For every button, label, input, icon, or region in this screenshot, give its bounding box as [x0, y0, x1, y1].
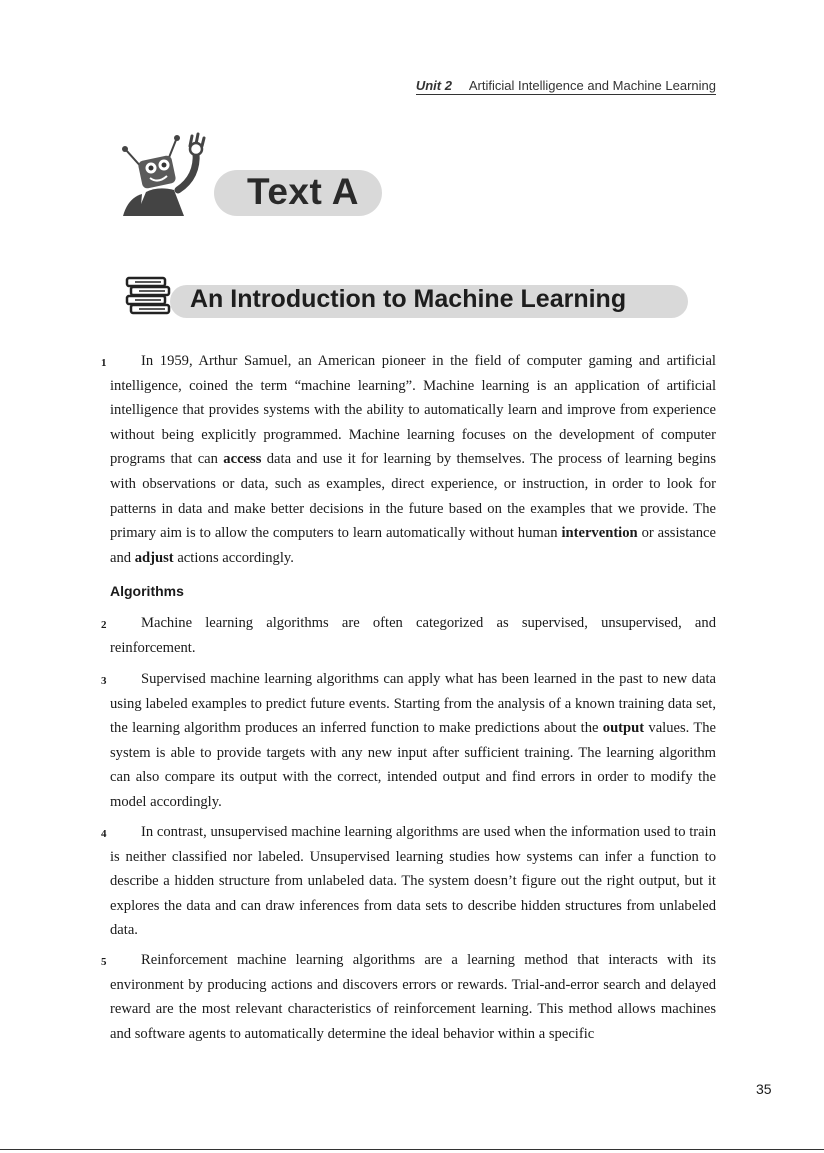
paragraph-text: data and use it for learning by themselves. The process of learning begins with observations or data, such as examples, direct experience, or instruction, in order to look for patterns in data and make better decisions in the future based on the examples that we provide. The primary aim is to allow the computers to learn automatically without human: [110, 451, 716, 542]
text-a-label: Text A: [247, 171, 359, 212]
keyword: access: [223, 451, 262, 468]
paragraph-text: or assistance and: [110, 525, 716, 566]
paragraph-text: Reinforcement machine learning algorithms are a learning method that interacts with its environment by producing actions and discovers errors or rewards. Trial-and-error search and delayed reward are the most relevant characteristics of reinforcement learning. This method allows machines and software agents to automatically determine the ideal behavior within a specific: [110, 952, 716, 1042]
paragraph-3: [101, 667, 717, 815]
keyword: intervention: [561, 525, 638, 542]
paragraph-number: 5: [101, 956, 107, 968]
paragraph-number: 2: [101, 619, 107, 631]
paragraph-4: [101, 820, 716, 943]
unit-title: Artificial Intelligence and Machine Learning: [468, 78, 716, 93]
paragraph-text: In 1959, Arthur Samuel, an American pioneer in the field of computer gaming and artificial intelligence, coined the term “machine learning”. Machine learning is an application of artificial intelligence that provides systems with the ability to automatically learn and improve from experience without being explicitly programmed. Machine learning focuses on the development of computer programs that can: [110, 353, 716, 468]
paragraph-2: [101, 611, 716, 660]
paragraph-1: [101, 349, 716, 570]
paragraph-5: [101, 948, 716, 1046]
section-heading: Algorithms: [110, 583, 184, 599]
paragraph-number: 1: [101, 357, 107, 369]
paragraph-text: actions accordingly.: [173, 549, 294, 566]
paragraph-text: Supervised machine learning algorithms can apply what has been learned in the past to new data using labeled examples to predict future events. Starting from the analysis of a known training data set, the learning algorithm produces an inferred function to make predictions about the: [110, 671, 716, 737]
article-title: An Introduction to Machine Learning: [190, 285, 627, 313]
paragraph-text: In contrast, unsupervised machine learning algorithms are used when the information used to train is neither classified nor labeled. Unsupervised learning studies how systems can infer a function to describe a hidden structure from unlabeled data. The system doesn’t figure out the right output, but it explores the data and can draw inferences from data sets to describe hidden structures from unlabeled data.: [110, 824, 716, 939]
robot-icon: [118, 132, 238, 222]
page-number: 35: [756, 1081, 772, 1097]
keyword: output: [602, 720, 645, 737]
paragraph-number: 3: [101, 675, 107, 687]
paragraph-text: values. The system is able to provide targets with any new input after sufficient training. The learning algorithm can also compare its output with the correct, intended output and find errors in order to modify the model accordingly.: [110, 720, 717, 810]
unit-label: Unit 2: [415, 78, 452, 93]
bottom-rule: [0, 1149, 824, 1150]
books-icon: [125, 276, 177, 318]
running-header: [416, 78, 716, 95]
paragraph-text: Machine learning algorithms are often categorized as supervised, unsupervised, and reinforcement.: [110, 615, 716, 656]
keyword: adjust: [134, 549, 174, 566]
paragraph-number: 4: [101, 828, 107, 840]
